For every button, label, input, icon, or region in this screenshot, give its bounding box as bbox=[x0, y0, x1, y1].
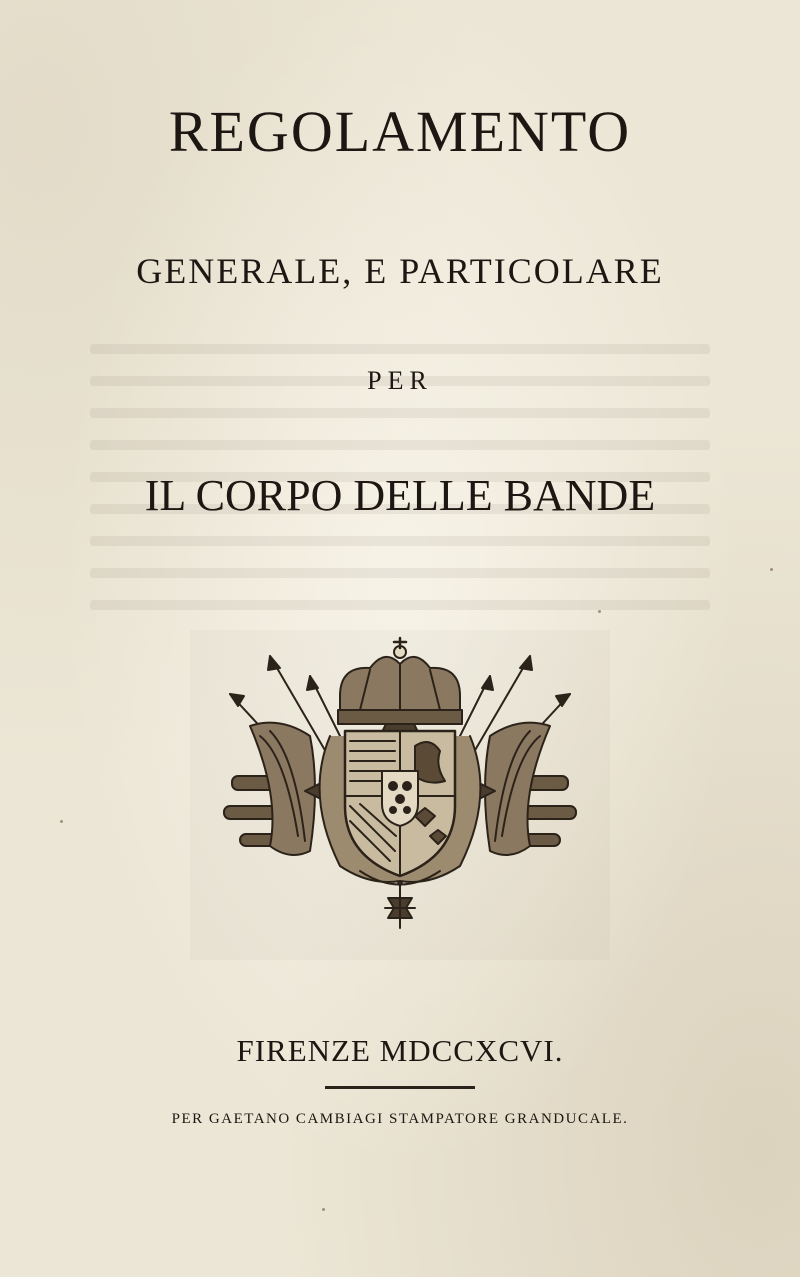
verso-show-through bbox=[80, 170, 720, 1100]
paper-speck bbox=[770, 568, 773, 571]
title-subject: IL CORPO DELLE BANDE bbox=[144, 471, 656, 520]
grand-ducal-coat-of-arms-icon bbox=[210, 636, 590, 931]
paper-speck bbox=[322, 1208, 325, 1211]
title-connector: PER bbox=[367, 366, 433, 395]
imprint-city-year: FIRENZE MDCCXCVI. bbox=[236, 1033, 564, 1068]
title-subtitle: GENERALE, E PARTICOLARE bbox=[136, 251, 664, 291]
imprint-divider bbox=[325, 1086, 475, 1089]
paper-speck bbox=[60, 820, 63, 823]
paper-speck bbox=[598, 610, 601, 613]
imprint-printer: PER GAETANO CAMBIAGI STAMPATORE GRANDUCALE. bbox=[171, 1111, 629, 1127]
title-main: REGOLAMENTO bbox=[168, 99, 632, 164]
